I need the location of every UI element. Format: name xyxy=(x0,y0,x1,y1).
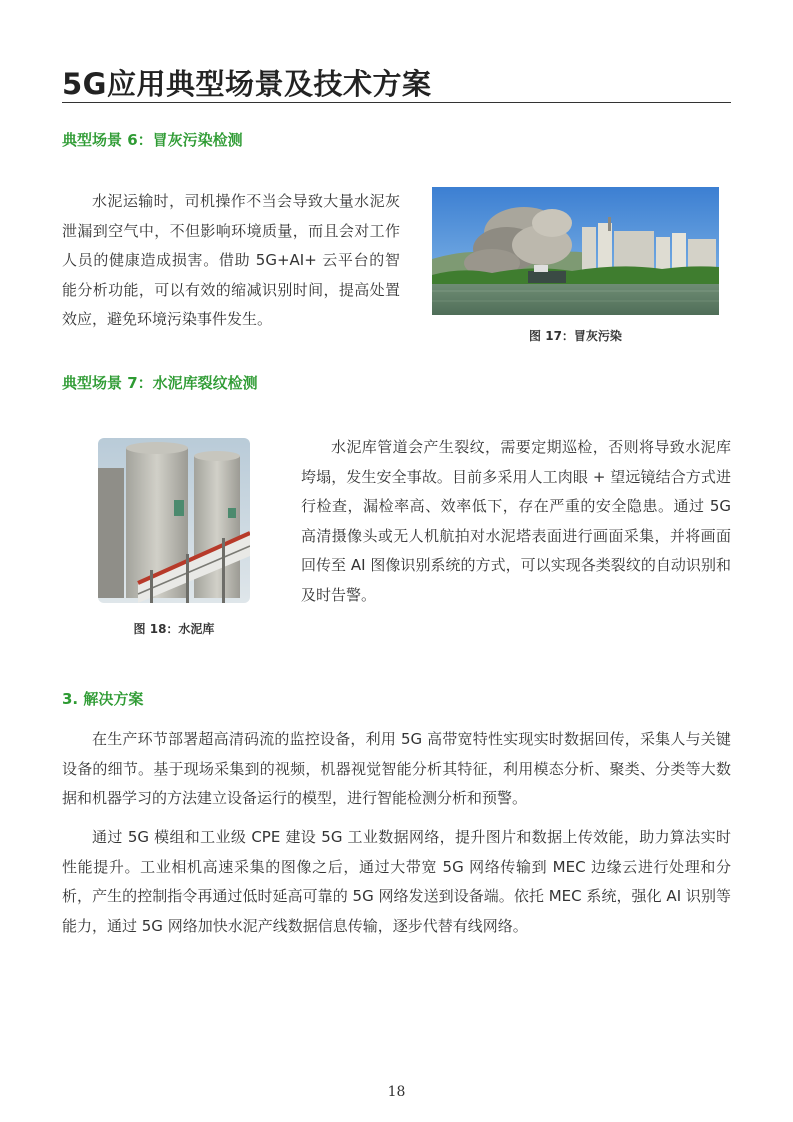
scenario-7-heading: 典型场景 7：水泥库裂纹检测 xyxy=(62,374,258,392)
scenario-7-paragraph: 水泥库管道会产生裂纹，需要定期巡检，否则将导致水泥库垮塌，发生安全事故。目前多采用人工肉眼 + 望远镜结合方式进行检查，漏检率高、效率低下，存在严重的安全隐患。通过 5G 高清摄像头或无人机航拍对水泥塔表面进行画面采集，并将画面回传至 AI 图像识别系统的方式，可以实现各类裂纹的自动识别和及时告警。 xyxy=(301,438,731,604)
solution-paragraph-1: 在生产环节部署超高清码流的监控设备，利用 5G 高带宽特性实现实时数据回传，采集人与关键设备的细节。基于现场采集到的视频，机器视觉智能分析其特征，利用模态分析、聚类、分类等大数据和机器学习的方法建立设备运行的模型，进行智能检测分析和预警。 xyxy=(62,730,731,807)
title-divider xyxy=(62,102,731,103)
scenario-6-heading: 典型场景 6：冒灰污染检测 xyxy=(62,131,243,149)
figure-18-caption: 图 18：水泥库 xyxy=(133,622,215,636)
cement-silo-photo xyxy=(98,438,250,603)
dust-pollution-photo xyxy=(432,187,719,315)
solution-heading: 3. 解决方案 xyxy=(62,690,144,708)
page-number: 18 xyxy=(387,1084,406,1100)
figure-17-caption: 图 17：冒灰污染 xyxy=(529,329,622,343)
page-title: 5G应用典型场景及技术方案 xyxy=(62,67,432,101)
scenario-6-paragraph: 水泥运输时，司机操作不当会导致大量水泥灰泄漏到空气中，不但影响环境质量，而且会对工作人员的健康造成损害。借助 5G+AI+ 云平台的智能分析功能，可以有效的缩减识别时间，提高处置效应，避免环境污染事件发生。 xyxy=(62,192,400,328)
solution-paragraph-2: 通过 5G 模组和工业级 CPE 建设 5G 工业数据网络，提升图片和数据上传效能，助力算法实时性能提升。工业相机高速采集的图像之后，通过大带宽 5G 网络传输到 MEC 边缘云进行处理和分析，产生的控制指令再通过低时延高可靠的 5G 网络发送到设备端。依托 MEC 系统，强化 AI 识别等能力，通过 5G 网络加快水泥产线数据信息传输，逐步代替有线网络。 xyxy=(62,828,731,935)
